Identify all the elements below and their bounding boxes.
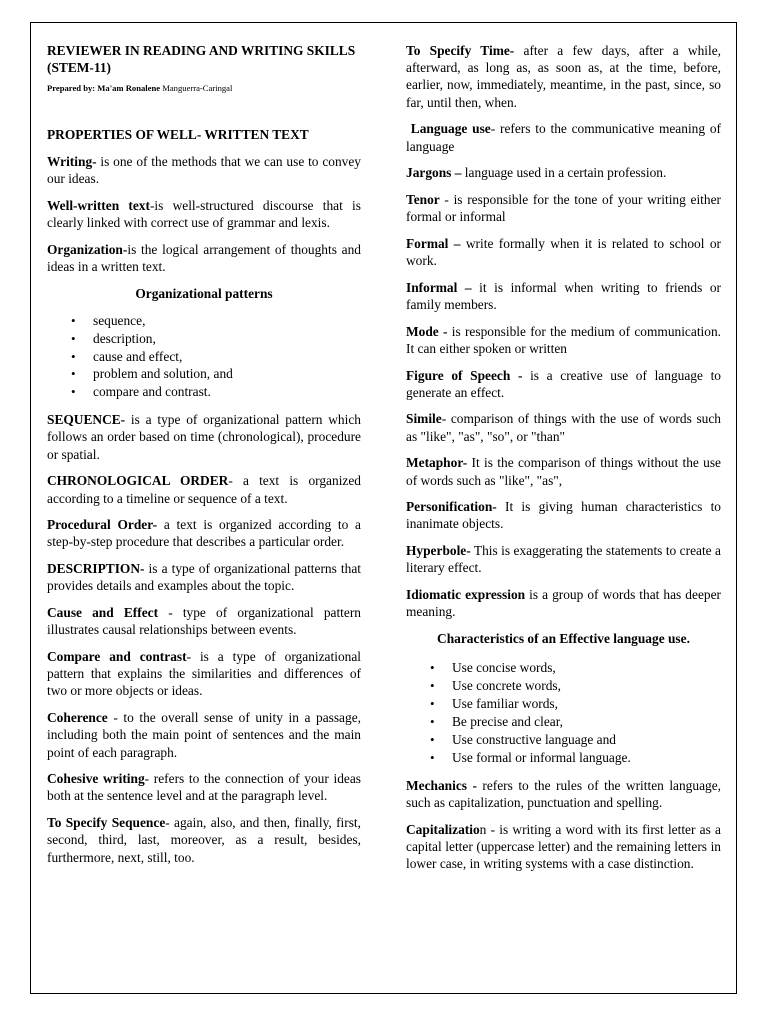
list-item: • cause and effect, (93, 348, 361, 366)
definition: is the logical arrangement of thoughts and ideas in a written text. (47, 241, 361, 274)
def-organization (47, 241, 361, 275)
def-writing (47, 153, 361, 187)
term: Simile (406, 411, 442, 427)
term: Coherence (47, 710, 108, 726)
definition: - is writing a word with its first letter as a capital letter (uppercase letter) and the remaining letters in lower case, in writing systems with a case distinction. (406, 821, 721, 871)
term: Mode - (406, 323, 448, 339)
def-well-written (47, 197, 361, 231)
definition: - refers to the connection of your ideas both at the sentence level and at the paragraph level. (47, 771, 361, 804)
term-rest: n (479, 821, 487, 837)
def-mode (406, 323, 721, 357)
def-mechanics (406, 777, 721, 811)
term: Cohesive writing (47, 771, 145, 787)
definition: is a type of organizational patterns that provides details and examples about the topic. (47, 561, 361, 594)
term: Procedural Order- (47, 517, 158, 533)
term: Writing- (47, 153, 97, 169)
definition: a text is organized according to a step-by-step procedure that describes a particular order. (47, 517, 361, 550)
definition: refers to the rules of the written language, such as capitalization, punctuation and spelling. (406, 777, 721, 810)
list-item: • description, (93, 330, 361, 348)
def-idiomatic (406, 586, 721, 620)
def-jargons (406, 164, 721, 181)
term: Formal – (406, 235, 461, 251)
definition: write formally when it is related to school or work. (406, 235, 721, 269)
def-procedural (47, 516, 361, 550)
list-item: • Use concrete words, (452, 677, 721, 695)
term: Jargons – (406, 165, 462, 181)
term: To Specify Time- (406, 43, 515, 58)
definition: it is informal when writing to friends or family members. (406, 279, 722, 312)
term: Tenor (406, 191, 440, 207)
term: To Specify Sequence (47, 815, 166, 831)
def-sequence (47, 411, 361, 463)
definition: is a type of organizational pattern which follows an order based on time (chronological), procedure or spatial. (47, 412, 361, 462)
term: DESCRIPTION- (47, 561, 145, 577)
definition: - a text is organized according to a timeline or sequence of a text. (47, 473, 361, 506)
term: Language use (410, 121, 491, 137)
term: SEQUENCE- (47, 412, 126, 428)
def-coherence (47, 709, 361, 761)
definition: after a few days, after a while, afterward, as long as, as soon as, at the time, before, earlier, now, immediately, meantime, in the past, since, so far, until then, when. (406, 43, 721, 110)
def-chronological (47, 472, 361, 506)
term: Informal – (406, 279, 472, 295)
definition: is a creative use of language to generate an effect. (406, 367, 721, 400)
left-column (47, 42, 361, 875)
definition: It is the comparison of things without the use of words such as "like", "as", (406, 455, 721, 488)
def-informal (406, 279, 721, 313)
document-title: REVIEWER IN READING AND WRITING SKILLS (STEM-11) (47, 43, 356, 76)
term: Metaphor- (406, 455, 468, 471)
def-compare-contrast (47, 648, 361, 700)
term: Cause and Effect (47, 605, 159, 621)
list-item: • Use concise words, (452, 659, 721, 677)
def-language-use (406, 120, 721, 154)
section-heading: PROPERTIES OF WELL- WRITTEN TEXT (47, 126, 309, 142)
term: Capitalizatio (406, 821, 480, 837)
list-item: • sequence, (93, 312, 361, 330)
definition: is a group of words that has deeper meaning. (406, 587, 721, 620)
def-description (47, 560, 361, 594)
def-tenor (406, 191, 721, 225)
definition: - type of organizational pattern illustrates causal relationships between events. (47, 605, 362, 638)
term: Well-written text (47, 197, 150, 213)
term: Compare and contrast (47, 649, 187, 664)
patterns-heading: Organizational patterns (135, 285, 273, 301)
list-item: • Use formal or informal language. (452, 749, 721, 767)
definition: - is a type of organizational pattern that explains the similarities and differences of two or more objects or ideas. (47, 649, 361, 699)
definition: -is well-structured discourse that is clearly linked with correct use of grammar and lexis. (47, 197, 361, 230)
def-metaphor (406, 454, 721, 488)
term: Organization- (47, 241, 128, 257)
definition: This is exaggerating the statements to create a literary effect. (406, 543, 721, 576)
def-personification (406, 498, 721, 532)
definition: - is responsible for the tone of your writing either formal or informal (406, 191, 721, 225)
list-item: • Use constructive language and (452, 731, 721, 749)
definition: is one of the methods that we can use to convey our ideas. (47, 153, 361, 187)
def-cause-effect (47, 604, 361, 638)
def-specify-sequence (47, 814, 361, 866)
patterns-list (47, 312, 361, 402)
term: Hyperbole- (406, 543, 471, 559)
definition: is responsible for the medium of communication. It can either spoken or written (406, 323, 721, 356)
list-item: • Be precise and clear, (452, 713, 721, 731)
prepared-name: : Ma'am Ronalene (92, 83, 161, 94)
def-simile (406, 410, 721, 444)
right-column (406, 42, 721, 882)
list-item: • Use familiar words, (452, 695, 721, 713)
characteristics-heading: Characteristics of an Effective language use. (437, 630, 690, 646)
definition: - to the overall sense of unity in a passage, including both the main point of sentences and the main point of each paragraph. (47, 710, 361, 760)
term: Figure of Speech - (406, 367, 523, 383)
prepared-label: Prepared by (47, 83, 93, 94)
def-specify-time (406, 42, 721, 111)
definition: - comparison of things with the use of words such as "like", "as", "so", or "than" (406, 411, 721, 444)
list-item: • compare and contrast. (93, 383, 361, 401)
definition: It is giving human characteristics to inanimate objects. (406, 499, 721, 532)
def-formal (406, 235, 721, 269)
term: CHRONOLOGICAL ORDER (47, 473, 229, 489)
term: Personification- (406, 499, 497, 515)
def-capitalization (406, 821, 721, 873)
definition: - again, also, and then, finally, first, second, third, last, moreover, as a result, besides, furthermore, next, still, too. (47, 815, 361, 865)
list-item: • problem and solution, and (93, 365, 361, 383)
term: Idiomatic expression (406, 587, 526, 603)
def-cohesive (47, 770, 361, 804)
prepared-by (47, 80, 361, 97)
characteristics-list (406, 659, 721, 766)
definition: - refers to the communicative meaning of language (406, 121, 722, 154)
def-figure-of-speech (406, 367, 721, 401)
definition: language used in a certain profession. (461, 165, 667, 181)
def-hyperbole (406, 542, 721, 576)
term: Mechanics - (406, 777, 477, 793)
prepared-surname: Manguerra-Caringal (160, 83, 233, 94)
